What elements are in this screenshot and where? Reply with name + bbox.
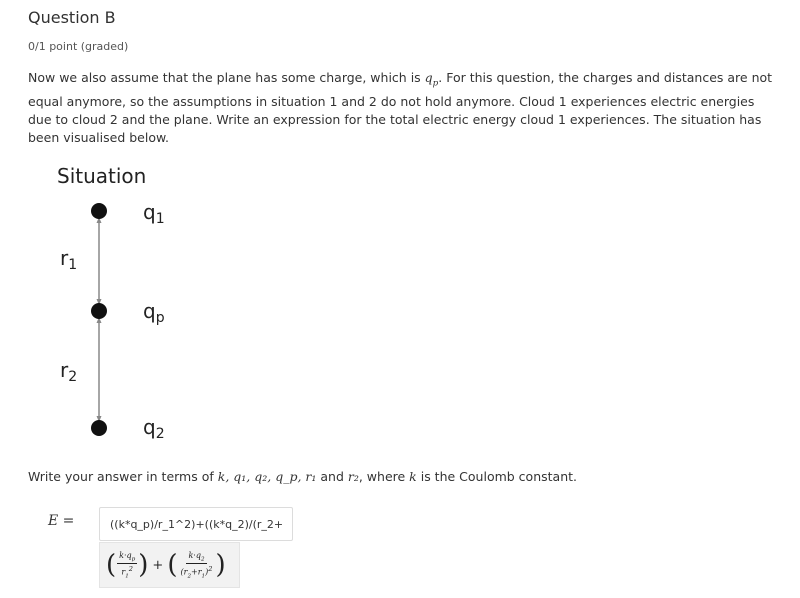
label-q1: $q_1$: [143, 200, 165, 227]
answer-instructions: [28, 469, 577, 484]
label-q2: $q_2$: [143, 415, 165, 442]
question-body-start: Now we also assume that the plane has some charge, which is: [28, 70, 425, 85]
charge-q2-dot: [91, 420, 107, 436]
term2-numerator: $k\cdot q_2$: [188, 550, 205, 563]
label-qp: $q_p$: [143, 299, 165, 326]
charge-q1-dot: [91, 203, 107, 219]
situation-diagram: [50, 155, 210, 455]
question-title: Question B: [28, 8, 116, 27]
plus-sign: +: [152, 557, 164, 573]
instructions-variables: k, q₁, q₂, q_p, r₁: [217, 469, 317, 484]
label-r2: $r_2$: [60, 358, 78, 385]
label-r1: $r_1$: [60, 246, 78, 273]
term1-denominator: $r_1^2$: [121, 565, 134, 580]
instructions-k: k: [409, 469, 417, 484]
paren-open-1: (: [106, 550, 117, 580]
instructions-middle: , where: [358, 469, 410, 484]
term2-denominator: $(r_2+r_1)^2$: [180, 565, 213, 580]
question-body: [28, 69, 776, 147]
plane-charge-symbol: [424, 70, 439, 89]
question-body-end: . For this question, the charges and distances are not equal anymore, so the assumptions in situation 1 and 2 do not hold anymore. Cloud 1 experiences electric energies due to cloud 2 and the plane. Write an expression for the total electric energy cloud 1 experiences. The situation has been visualised below.: [28, 70, 773, 145]
paren-close-2: ): [215, 550, 226, 580]
instructions-last-variable: r₂: [347, 469, 359, 484]
paren-close-1: ): [138, 550, 149, 580]
plane-charge-var: q: [424, 70, 433, 85]
plane-charge-sub: p: [432, 78, 439, 89]
term1-numerator: $k\cdot q_p$: [119, 550, 136, 563]
instructions-and: and: [316, 469, 348, 484]
question-points: 0/1 point (graded): [28, 40, 129, 53]
instructions-prefix: Write your answer in terms of: [28, 469, 218, 484]
energy-label: E =: [48, 513, 75, 529]
term2-fraction: [178, 551, 214, 580]
diagram-title: Situation: [57, 164, 147, 188]
instructions-suffix: is the Coulomb constant.: [416, 469, 577, 484]
formula-preview: [99, 542, 240, 588]
term1-fraction: [117, 551, 137, 580]
answer-input[interactable]: [99, 507, 293, 541]
paren-open-2: (: [167, 550, 178, 580]
charge-qp-dot: [91, 303, 107, 319]
